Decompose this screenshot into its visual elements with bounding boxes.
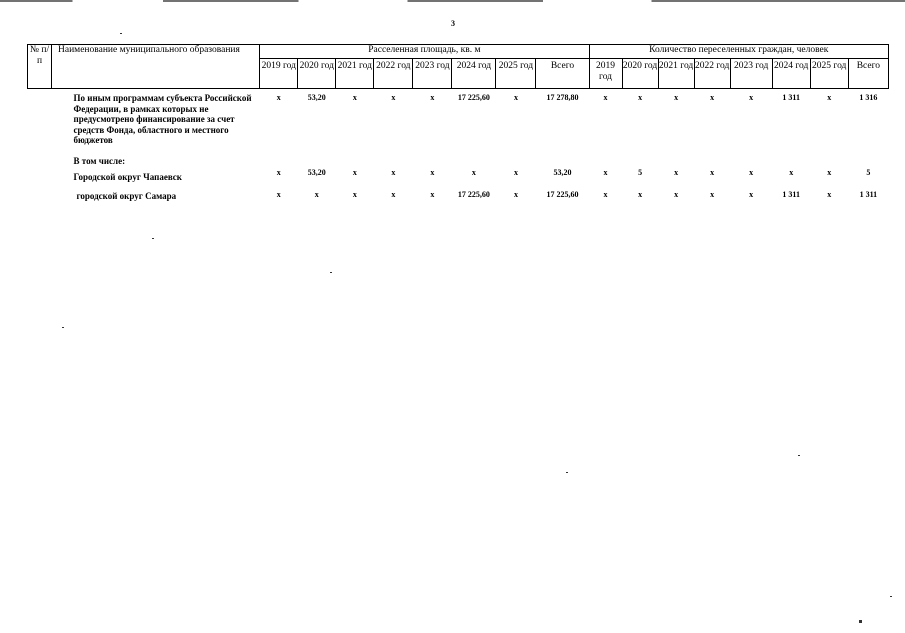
people-value-cell: х — [749, 189, 754, 199]
area-value-cell: х — [430, 168, 435, 177]
area-value-cell — [496, 146, 536, 167]
people-value-cell — [848, 146, 888, 167]
header-people-col-7: Всего — [848, 59, 888, 89]
scan-speck — [859, 620, 862, 623]
people-value-cell: х — [638, 93, 643, 102]
people-value-cell — [810, 146, 848, 167]
header-people-col-1: 2020 год — [622, 59, 658, 89]
area-value-cell — [298, 146, 336, 167]
header-number: № п/п — [28, 45, 52, 89]
people-value-cell: х — [674, 189, 679, 199]
people-value-cell — [730, 146, 772, 167]
area-value-cell: х — [430, 93, 435, 102]
area-value-cell: х — [391, 189, 396, 199]
header-people-col-5: 2024 год — [772, 59, 810, 89]
area-value-cell — [374, 146, 413, 167]
row-municipality-name: В том числе: — [73, 155, 126, 166]
area-value-cell: х — [471, 168, 476, 177]
people-value-cell — [622, 146, 658, 167]
area-value-cell: х — [276, 168, 281, 177]
header-people-group: Количество переселенных граждан, человек — [589, 45, 888, 59]
people-value-cell — [658, 146, 694, 167]
people-value-cell: х — [710, 168, 715, 177]
area-value-cell: 17 278,80 — [546, 93, 579, 102]
header-area-group: Расселенная площадь, кв. м — [260, 45, 589, 59]
people-value-cell: 5 — [638, 168, 643, 177]
header-area-col-6: 2025 год — [496, 59, 536, 89]
header-area-col-0: 2019 год — [260, 59, 298, 89]
area-value-cell: х — [430, 189, 435, 199]
area-value-cell: х — [391, 168, 396, 177]
area-value-cell: х — [513, 93, 518, 102]
scan-speck — [890, 596, 892, 597]
header-people-col-4: 2023 год — [730, 59, 772, 89]
page-number: 3 — [451, 19, 455, 28]
resettlement-table — [27, 44, 889, 201]
row-municipality-name: Городской округ Чапаевск — [73, 172, 182, 182]
area-value-cell: х — [513, 168, 518, 177]
people-value-cell — [772, 146, 810, 167]
table-row — [28, 89, 889, 146]
people-value-cell: х — [638, 189, 643, 199]
area-value-cell: х — [276, 93, 281, 102]
area-value-cell: 17 225,60 — [546, 189, 579, 199]
area-value-cell: х — [513, 189, 518, 199]
header-area-col-7: Всего — [536, 59, 589, 89]
header-area-col-1: 2020 год — [298, 59, 336, 89]
area-value-cell: х — [276, 189, 281, 199]
scan-speck — [798, 455, 800, 456]
people-value-cell: х — [674, 168, 679, 177]
area-value-cell — [260, 146, 298, 167]
table-row — [28, 183, 889, 202]
people-value-cell: х — [749, 93, 754, 102]
header-area-col-5: 2024 год — [452, 59, 496, 89]
area-value-cell: 53,20 — [307, 93, 326, 102]
area-value-cell: х — [314, 189, 319, 199]
row-municipality-name: По иным программам субъекта Российской Федерации, в рамках которых не предусмотрено финансирование за счет средств Фонда, областного и местного бюджетов — [73, 93, 252, 145]
scan-speck — [152, 238, 154, 239]
people-value-cell: х — [827, 93, 832, 102]
people-value-cell — [589, 146, 622, 167]
row-number-cell — [28, 146, 52, 167]
people-value-cell: х — [789, 168, 794, 177]
header-municipality-name: Наименование муниципального образования — [52, 45, 260, 89]
people-value-cell — [694, 146, 730, 167]
area-value-cell: 17 225,60 — [457, 93, 490, 102]
people-value-cell: 1 311 — [859, 189, 878, 199]
people-value-cell: 1 316 — [859, 93, 878, 102]
scan-speck — [120, 33, 122, 34]
people-value-cell: х — [710, 93, 715, 102]
area-value-cell: х — [391, 93, 396, 102]
people-value-cell: х — [710, 189, 715, 199]
row-number-cell — [28, 166, 52, 183]
area-value-cell — [336, 146, 374, 167]
header-area-col-4: 2023 год — [413, 59, 452, 89]
people-value-cell: х — [603, 168, 608, 177]
people-value-cell: х — [603, 93, 608, 102]
area-value-cell: 17 225,60 — [457, 189, 490, 199]
header-area-col-3: 2022 год — [374, 59, 413, 89]
area-value-cell: х — [352, 168, 357, 177]
people-value-cell: х — [827, 189, 832, 199]
row-number-cell — [28, 89, 52, 146]
area-value-cell — [452, 146, 496, 167]
scan-top-edge — [0, 0, 905, 2]
scan-speck — [62, 327, 64, 328]
header-area-col-2: 2021 год — [336, 59, 374, 89]
area-value-cell — [413, 146, 452, 167]
header-people-col-6: 2025 год — [810, 59, 848, 89]
header-people-col-3: 2022 год — [694, 59, 730, 89]
area-value-cell: х — [352, 93, 357, 102]
row-municipality-name: городской округ Самара — [76, 190, 177, 201]
scan-speck — [330, 272, 332, 273]
table-row — [28, 146, 889, 167]
header-people-col-0: 2019 год — [589, 59, 622, 89]
area-value-cell: 53,20 — [553, 168, 572, 177]
people-value-cell: х — [827, 168, 832, 177]
people-value-cell: 5 — [866, 168, 871, 177]
people-value-cell: 1 311 — [782, 189, 800, 199]
row-number-cell — [28, 183, 52, 202]
header-people-col-2: 2021 год — [658, 59, 694, 89]
people-value-cell: х — [603, 189, 608, 199]
area-value-cell: х — [352, 189, 357, 199]
area-value-cell — [536, 146, 589, 167]
people-value-cell: х — [749, 168, 754, 177]
people-value-cell: х — [674, 93, 679, 102]
table-row — [28, 166, 889, 183]
people-value-cell: 1 311 — [782, 93, 800, 102]
area-value-cell: 53,20 — [307, 168, 326, 177]
scan-speck — [566, 472, 568, 473]
